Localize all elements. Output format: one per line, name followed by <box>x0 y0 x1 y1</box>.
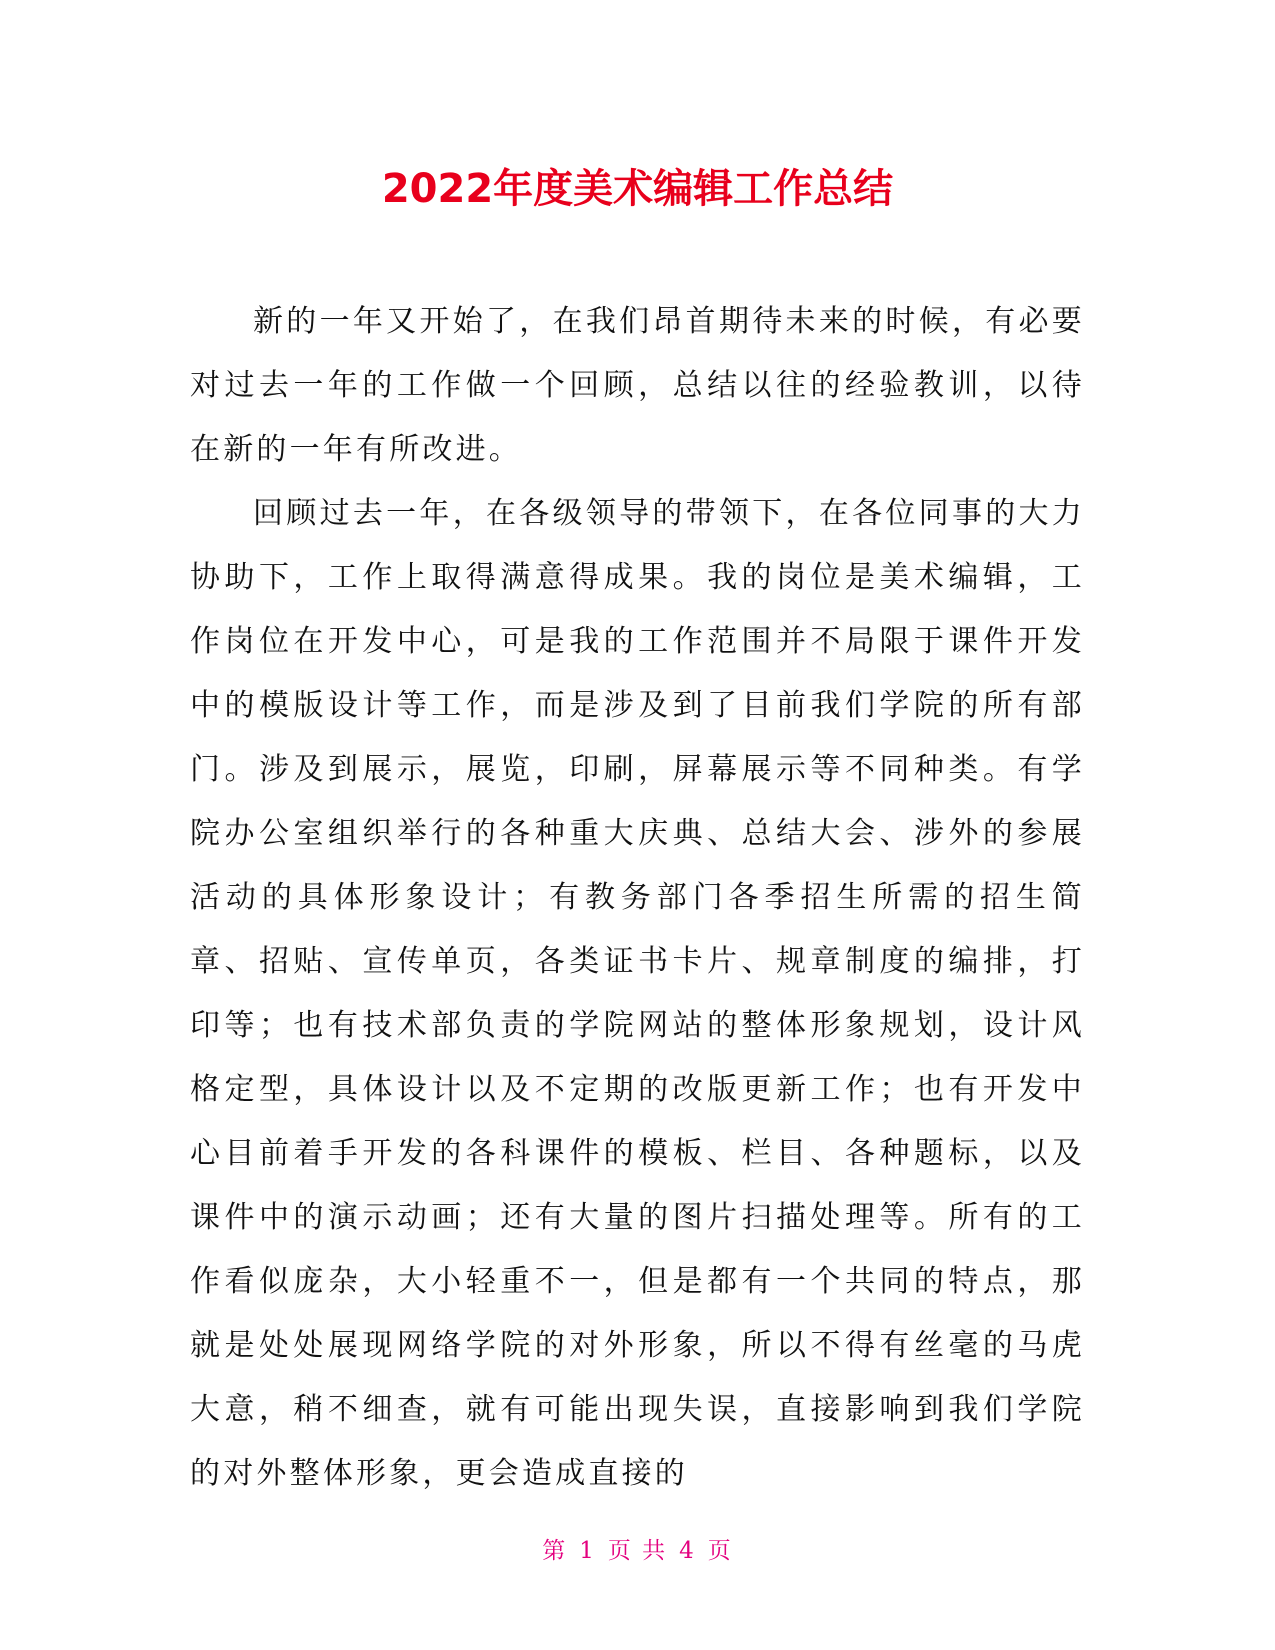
document-title: 2022年度美术编辑工作总结 <box>381 166 894 212</box>
paragraph-intro: 新的一年又开始了，在我们昂首期待未来的时候，有必要对过去一年的工作做一个回顾，总结以往的经验教训，以待在新的一年有所改进。 <box>190 304 1085 467</box>
document-body <box>190 290 1085 1506</box>
page-footer <box>0 1536 1275 1566</box>
footer-middle: 页 共 <box>607 1538 668 1564</box>
footer-prefix: 第 <box>542 1538 568 1564</box>
paragraph-review: 回顾过去一年，在各级领导的带领下，在各位同事的大力协助下，工作上取得满意得成果。我的岗位是美术编辑，工作岗位在开发中心，可是我的工作范围并不局限于课件开发中的模版设计等工作，而是涉及到了目前我们学院的所有部门。涉及到展示，展览，印刷，屏幕展示等不同种类。有学院办公室组织举行的各种重大庆典、总结大会、涉外的参展活动的具体形象设计；有教务部门各季招生所需的招生简章、招贴、宣传单页，各类证书卡片、规章制度的编排，打印等；也有技术部负责的学院网站的整体形象规划，设计风格定型，具体设计以及不定期的改版更新工作；也有开发中心目前着手开发的各科课件的模板、栏目、各种题标，以及课件中的演示动画；还有大量的图片扫描处理等。所有的工作看似庞杂，大小轻重不一，但是都有一个共同的特点，那就是处处展现网络学院的对外形象，所以不得有丝毫的马虎大意，稍不细查，就有可能出现失误，直接影响到我们学院的对外整体形象，更会造成直接的 <box>190 496 1085 1491</box>
footer-current-page: 1 <box>579 1538 596 1564</box>
footer-total-pages: 4 <box>679 1538 696 1564</box>
footer-suffix: 页 <box>707 1538 733 1564</box>
